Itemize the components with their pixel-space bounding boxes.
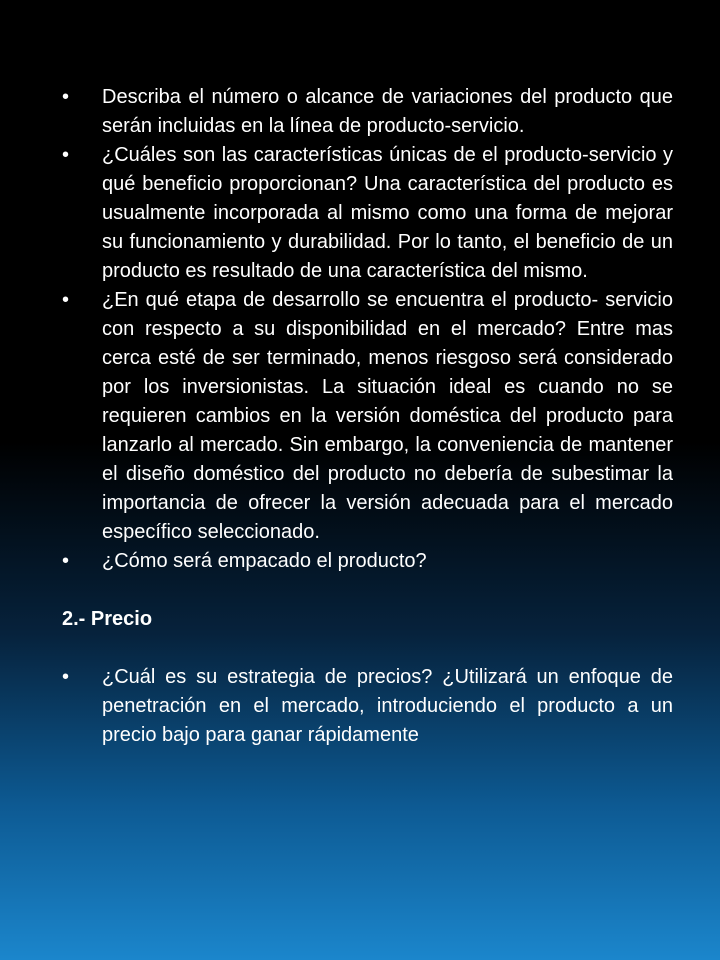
bullet-text: Describa el número o alcance de variaciones del producto que serán incluidas en la línea de producto-servicio. bbox=[102, 86, 673, 137]
bullet-icon: • bbox=[62, 144, 70, 166]
bullet-item bbox=[62, 286, 673, 547]
bullet-item bbox=[62, 141, 673, 286]
bullet-item bbox=[62, 663, 673, 750]
bullet-text: ¿Cuál es su estrategia de precios? ¿Utilizará un enfoque de penetración en el mercado, introduciendo el producto a un precio bajo para ganar rápidamente bbox=[102, 666, 673, 746]
bullet-item bbox=[62, 547, 673, 576]
bullet-text: ¿Cuáles son las características únicas de el producto-servicio y qué beneficio proporcionan? Una característica del producto es usualmente incorporada al mismo como una forma de mejorar su funcionamiento y durabilidad. Por lo tanto, el beneficio de un producto es resultado de una característica del mismo. bbox=[102, 144, 673, 282]
section-heading-precio: 2.- Precio bbox=[62, 608, 153, 630]
bullet-text: ¿En qué etapa de desarrollo se encuentra el producto- servicio con respecto a su disponibilidad en el mercado? Entre mas cerca esté de ser terminado, menos riesgoso será considerado por los inversionistas. La situación ideal es cuando no se requieren cambios en la versión doméstica del producto para lanzarlo al mercado. Sin embargo, la conveniencia de mantener el diseño doméstico del producto no debería de subestimar la importancia de ofrecer la versión adecuada para el mercado específico seleccionado. bbox=[102, 289, 673, 543]
bullet-icon: • bbox=[62, 550, 70, 572]
bullet-icon: • bbox=[62, 289, 70, 311]
bullet-text: ¿Cómo será empacado el producto? bbox=[102, 550, 427, 572]
bullet-item bbox=[62, 83, 673, 141]
bullet-icon: • bbox=[62, 86, 70, 108]
bullet-list-product bbox=[62, 83, 673, 576]
bullet-list-price bbox=[62, 663, 673, 750]
bullet-icon: • bbox=[62, 666, 70, 688]
